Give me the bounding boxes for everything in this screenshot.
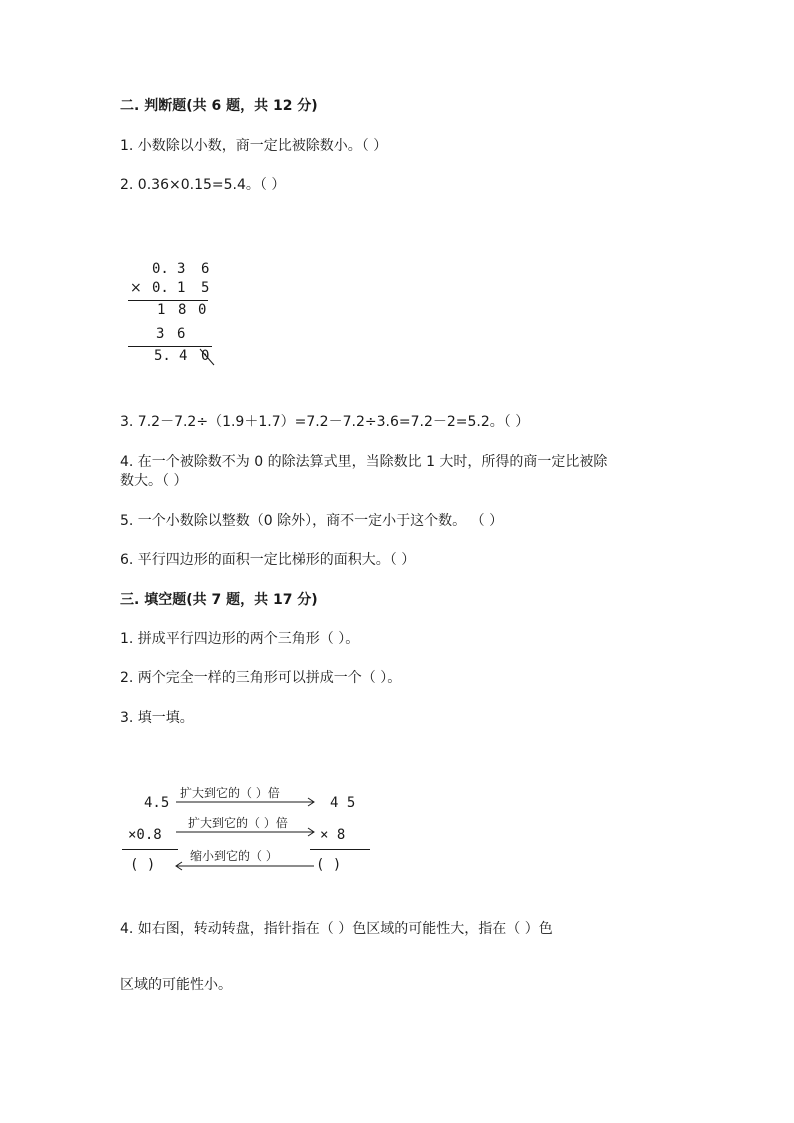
question-3-2: 2. 两个完全一样的三角形可以拼成一个（ ）。 bbox=[120, 670, 402, 686]
left-top-number: 4.5 bbox=[144, 795, 170, 811]
vertical-multiplication bbox=[120, 255, 230, 370]
calc-digit: 8 bbox=[178, 302, 187, 318]
question-2-5: 5. 一个小数除以整数（0 除外），商不一定小于这个数。 （ ） bbox=[120, 513, 504, 529]
scaling-diagram bbox=[118, 782, 388, 882]
calc-digit: 3 bbox=[156, 326, 165, 342]
right-result: ( ) bbox=[316, 857, 342, 873]
left-multiplier: ×0.8 bbox=[128, 827, 162, 843]
calc-digit: 1 bbox=[157, 302, 166, 318]
question-3-3: 3. 填一填。 bbox=[120, 710, 194, 726]
calc-divider bbox=[128, 300, 208, 301]
arrows-svg bbox=[118, 782, 388, 882]
left-result: ( ) bbox=[130, 857, 156, 873]
multiply-sign: × bbox=[130, 280, 142, 296]
question-3-4-line2: 区域的可能性小。 bbox=[120, 977, 232, 993]
arrow-label: 扩大到它的（ ）倍 bbox=[180, 786, 280, 800]
question-2-4-line1: 4. 在一个被除数不为 0 的除法算式里，当除数比 1 大时，所得的商一定比被除 bbox=[120, 454, 608, 470]
section-3-title: 三. 填空题(共 7 题，共 17 分) bbox=[120, 592, 318, 608]
arrow-left-icon bbox=[176, 862, 314, 870]
arrow-right-icon bbox=[176, 828, 314, 836]
calc-digit: 0. bbox=[152, 280, 169, 296]
calc-digit: 0 bbox=[198, 302, 207, 318]
calc-digit: 6 bbox=[177, 326, 186, 342]
arrow-label: 缩小到它的（ ） bbox=[190, 849, 278, 863]
calc-digit: 6 bbox=[201, 261, 210, 277]
calc-digit: 0 bbox=[201, 348, 210, 364]
calc-digit: 5 bbox=[201, 280, 210, 296]
right-multiplier: × 8 bbox=[320, 827, 346, 843]
arrow-right-icon bbox=[176, 798, 314, 806]
calc-digit: 5. bbox=[154, 348, 171, 364]
question-2-3: 3. 7.2－7.2÷（1.9＋1.7）=7.2－7.2÷3.6=7.2－2=5.2。（ ） bbox=[120, 414, 530, 430]
question-2-6: 6. 平行四边形的面积一定比梯形的面积大。（ ） bbox=[120, 552, 416, 568]
calc-digit: 3 bbox=[177, 261, 186, 277]
strike-mark bbox=[198, 347, 218, 369]
question-2-2: 2. 0.36×0.15=5.4。（ ） bbox=[120, 177, 286, 193]
calc-digit: 0. bbox=[152, 261, 169, 277]
calc-digit: 4 bbox=[179, 348, 188, 364]
question-2-1: 1. 小数除以小数，商一定比被除数小。（ ） bbox=[120, 138, 388, 154]
question-2-4-line2: 数大。（ ） bbox=[120, 473, 188, 489]
question-3-1: 1. 拼成平行四边形的两个三角形（ ）。 bbox=[120, 631, 360, 647]
calc-digit: 1 bbox=[177, 280, 186, 296]
right-top-number: 4 5 bbox=[330, 795, 356, 811]
arrow-label: 扩大到它的（ ）倍 bbox=[188, 816, 288, 830]
question-3-4-line1: 4. 如右图，转动转盘，指针指在（ ）色区域的可能性大，指在（ ）色 bbox=[120, 921, 553, 937]
section-2-title: 二. 判断题(共 6 题，共 12 分) bbox=[120, 98, 318, 114]
